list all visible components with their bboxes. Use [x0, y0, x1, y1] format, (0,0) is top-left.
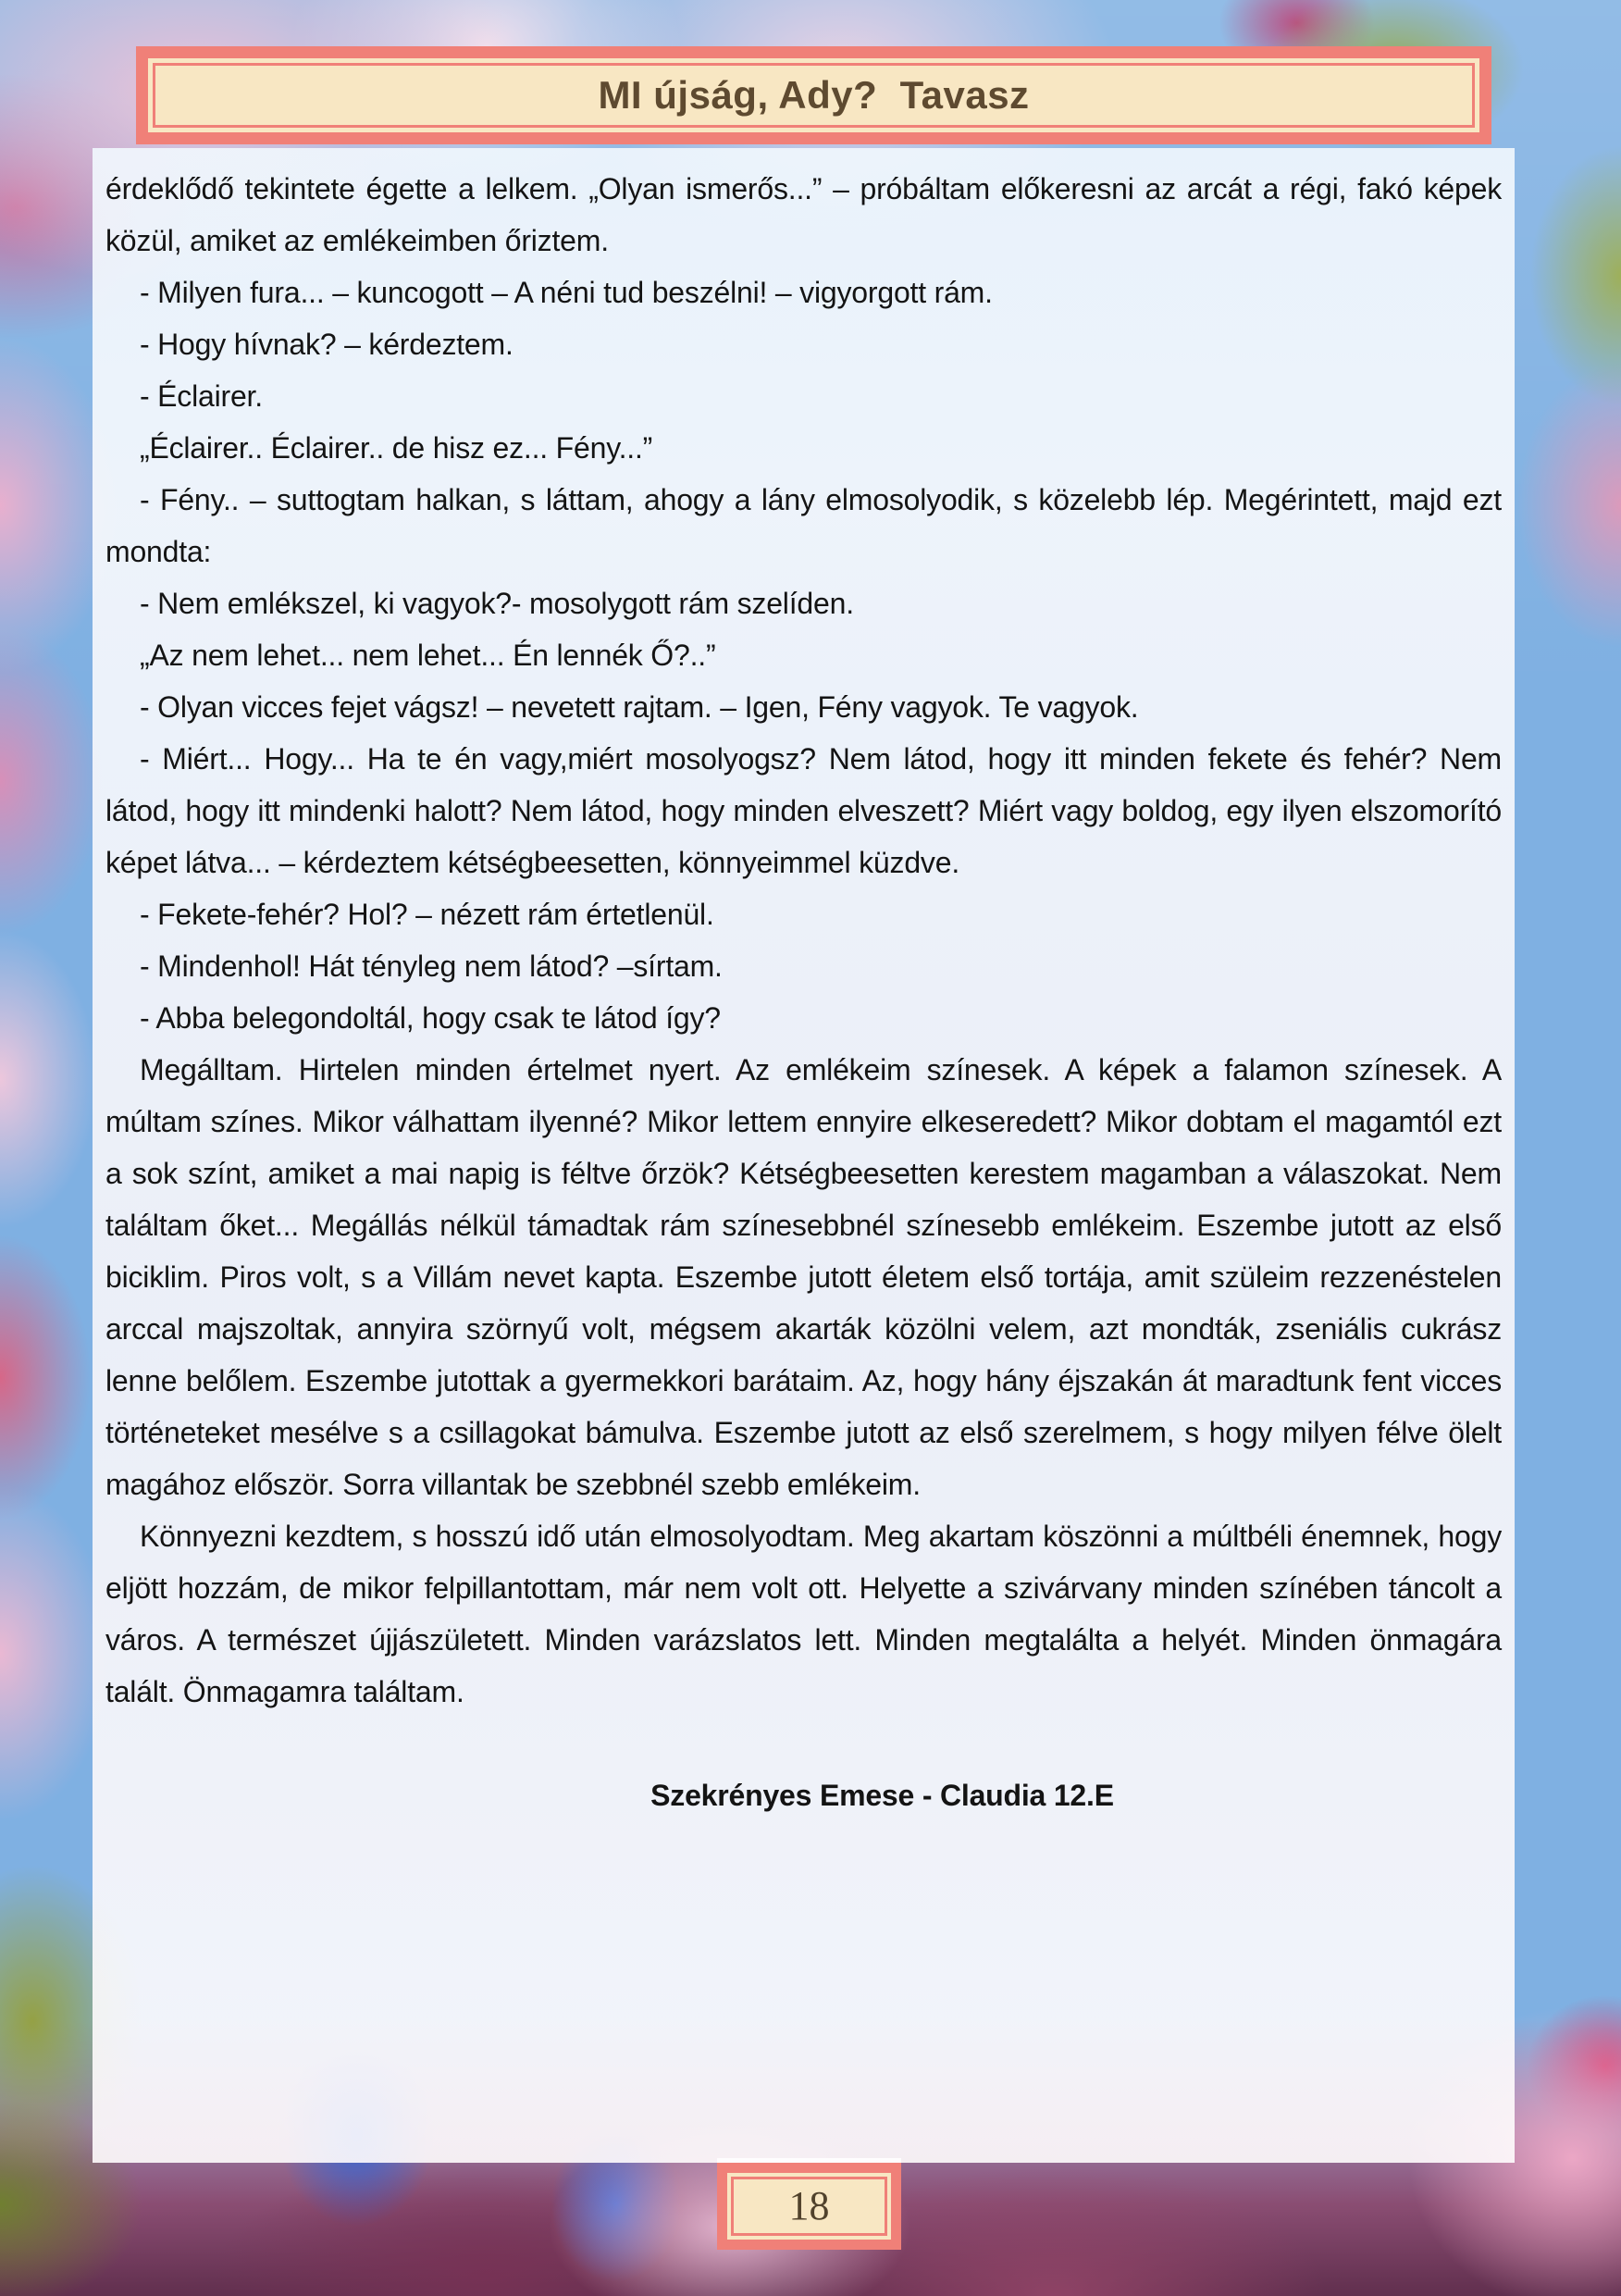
page-number-inner-frame	[727, 2173, 891, 2240]
page-number: 18	[788, 2183, 830, 2228]
paragraph: „Éclairer.. Éclairer.. de hisz ez... Fény...”	[140, 431, 653, 465]
paragraph: - Milyen fura... – kuncogott – A néni tud beszélni! – vigyorgott rám.	[140, 276, 993, 309]
page-title: MI újság, Ady? Tavasz	[598, 73, 1030, 117]
paragraph: - Fény.. – suttogtam halkan, s láttam, ahogy a lány elmosolyodik, s közelebb lép. Megérintett, majd ezt mondta:	[105, 483, 1502, 568]
page-number-box	[717, 2163, 901, 2250]
paragraph: - Miért... Hogy... Ha te én vagy,miért mosolyogsz? Nem látod, hogy itt minden fekete és fehér? Nem látod, hogy itt mindenki halott? Nem látod, hogy minden elveszett? Miért vagy boldog, egy ilyen elszomorító képet látva... – kérdeztem kétségbeesetten, könnyeimmel küzdve.	[105, 742, 1502, 879]
paragraph: - Fekete-fehér? Hol? – nézett rám értetlenül.	[140, 898, 714, 931]
article-panel	[93, 148, 1515, 2163]
paragraph: - Hogy hívnak? – kérdeztem.	[140, 328, 514, 361]
page-number-core	[731, 2177, 887, 2236]
author-signature: Szekrényes Emese - Claudia 12.E	[650, 1779, 1114, 1812]
banner-core	[153, 63, 1475, 128]
paragraph: Megálltam. Hirtelen minden értelmet nyert. Az emlékeim színesek. A képek a falamon színesek. A múltam színes. Mikor válhattam ilyenné? Mikor lettem ennyire elkeseredett? Mikor dobtam el magamtól ezt a sok színt, amiket a mai napig is féltve őrzök? Kétségbeesetten kerestem magamban a válaszokat. Nem találtam őket... Megállás nélkül támadtak rám színesebbnél színesebb emlékeim. Eszembe jutott az első biciklim. Piros volt, s a Villám nevet kapta. Eszembe jutott életem első tortája, amit szüleim rezzenéstelen arccal majszoltak, annyira szörnyű volt, mégsem akarták közölni velem, azt mondták, zseniális cukrász lenne belőlem. Eszembe jutottak a gyermekkori barátaim. Az, hogy hány éjszakán át maradtunk fent vicces történeteket mesélve s a csillagokat bámulva. Eszembe jutott az első szerelmem, s hogy milyen félve ölelt magához először. Sorra villantak be szebbnél szebb emlékeim.	[105, 1053, 1502, 1501]
paragraph: - Éclairer.	[140, 379, 263, 413]
paragraph: Könnyezni kezdtem, s hosszú idő után elmosolyodtam. Meg akartam köszönni a múltbéli énemnek, hogy eljött hozzám, de mikor felpillantottam, már nem volt ott. Helyette a szivárvany minden színében táncolt a város. A természet újjászületett. Minden varázslatos lett. Minden megtalálta a helyét. Minden önmagára talált. Önmagamra találtam.	[105, 1520, 1502, 1708]
paragraph: - Mindenhol! Hát tényleg nem látod? –sírtam.	[140, 949, 723, 983]
paragraph: - Abba belegondoltál, hogy csak te látod így?	[140, 1001, 721, 1035]
paragraph: - Nem emlékszel, ki vagyok?- mosolygott rám szelíden.	[140, 587, 854, 620]
paragraph: - Olyan vicces fejet vágsz! – nevetett rajtam. – Igen, Fény vagyok. Te vagyok.	[140, 690, 1139, 724]
paragraph: érdeklődő tekintete égette a lelkem. „Olyan ismerős...” – próbáltam előkeresni az arcát a régi, fakó képek közül, amiket az emlékeimben őriztem.	[105, 172, 1502, 257]
paragraph: „Az nem lehet... nem lehet... Én lennék Ő?..”	[140, 639, 716, 672]
page-header-banner	[136, 46, 1491, 144]
banner-inner-frame	[148, 58, 1479, 132]
